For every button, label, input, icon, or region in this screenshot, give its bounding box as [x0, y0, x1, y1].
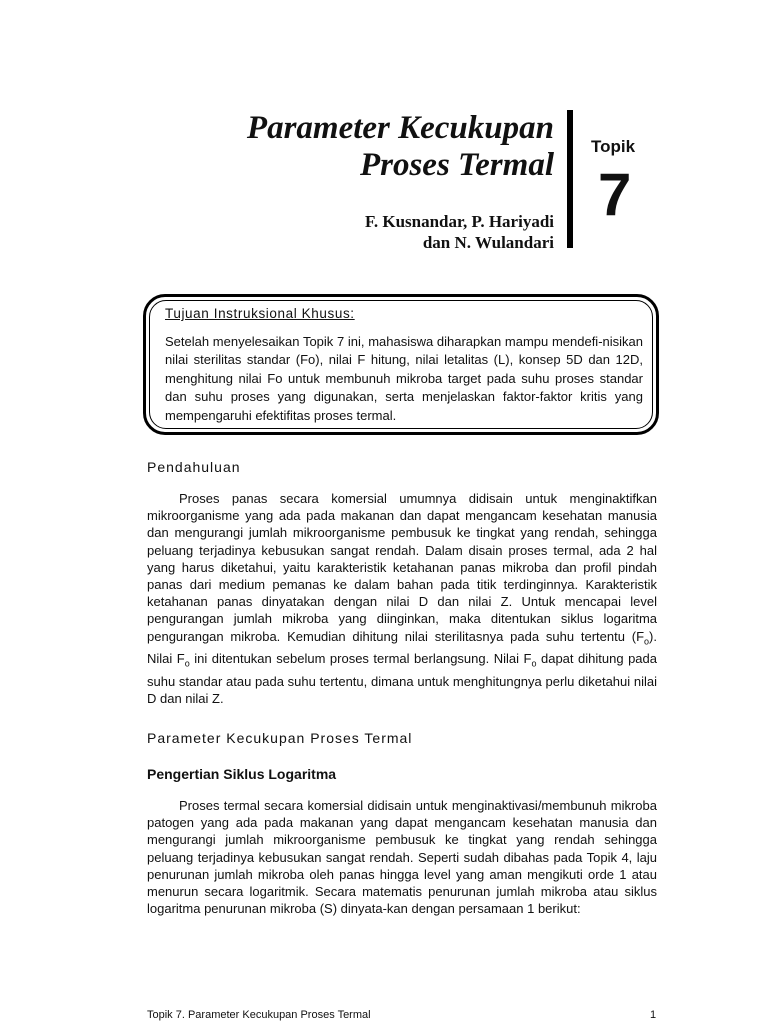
intro-paragraph	[147, 490, 657, 708]
authors-line-2: dan N. Wulandari	[422, 233, 554, 252]
intro-text-4: dapat dihitung pada suhu standar atau pada suhu tertentu, dimana untuk menghitungnya perlu diketahui nilai D dan nilai Z.	[147, 651, 657, 707]
objectives-title: Tujuan Instruksional Khusus:	[165, 306, 355, 321]
authors	[365, 211, 554, 253]
topic-number: 7	[598, 161, 632, 228]
intro-text-2: ). Nilai F	[147, 628, 657, 667]
subsection-heading: Pengertian Siklus Logaritma	[147, 766, 337, 782]
section-paragraph	[147, 797, 657, 917]
chapter-title	[247, 110, 554, 184]
section-heading: Parameter Kecukupan Proses Termal	[147, 730, 413, 746]
subscript-o-2: o	[184, 659, 190, 670]
section-text: Proses termal secara komersial didisain untuk menginaktivasi/membunuh mikroba patogen yang ada pada makanan yang dapat mengancam kesehatan manusia dan mengurangi jumlah mikroorganisme pembusuk ke tingkat yang rendah sehingga peluang terjadinya kebusukan sangat rendah. Seperti sudah dibahas pada Topik 4, laju penurunan jumlah mikroba oleh panas hingga level yang aman mengikuti orde 1 atau menurun secara logaritmik. Secara matematis penurunan jumlah mikroba atau siklus logaritma penurunan mikroba (S) dinyata-kan dengan persamaan 1 berikut:	[147, 798, 657, 917]
subscript-o-1: o	[644, 636, 650, 647]
title-line-2: Proses Termal	[359, 147, 554, 183]
subscript-o-3: o	[531, 659, 537, 670]
footer-title: Topik 7. Parameter Kecukupan Proses Termal	[147, 1009, 371, 1021]
objectives-text: Setelah menyelesaikan Topik 7 ini, mahasiswa diharapkan mampu mendefi-nisikan nilai sterilitas standar (Fo), nilai F hitung, nilai letalitas (L), konsep 5D dan 12D, menghitung nilai Fo untuk membunuh mikroba target pada suhu proses standar dan suhu proses yang digunakan, serta menjelaskan faktor-faktor kritis yang mempengaruhi efektifitas proses termal.	[165, 334, 643, 423]
intro-text-1: Proses panas secara komersial umumnya didisain untuk menginaktifkan mikroorganisme yang ada pada makanan dan dapat mengancam kesehatan manusia dan mengurangi jumlah mikroorganisme pembusuk ke tingkat yang rendah, sehingga peluang terjadinya kebusukan sangat rendah. Dalam disain proses termal, ada 2 hal yang harus diketahui, yaitu karakteristik ketahanan panas mikroba dan profil pindah panas dari medium pemanas ke dalam bahan pada titik terdinginnya. Karakteristik ketahanan panas dinyatakan dengan nilai D dan nilai Z. Untuk mencapai level pengurangan jumlah mikroba yang diinginkan, maka ditentukan siklus logaritma pengurangan mikroba. Kemudian dihitung nilai sterilitasnya pada suhu tertentu (F	[147, 491, 657, 644]
topic-label: Topik	[591, 137, 636, 156]
title-line-1: Parameter Kecukupan	[246, 110, 554, 146]
page-number: 1	[650, 1009, 657, 1021]
intro-heading: Pendahuluan	[147, 459, 241, 475]
authors-line-1: F. Kusnandar, P. Hariyadi	[365, 212, 554, 231]
intro-text-3: ini ditentukan sebelum proses termal berlangsung. Nilai F	[189, 651, 532, 667]
vertical-divider	[567, 110, 573, 248]
